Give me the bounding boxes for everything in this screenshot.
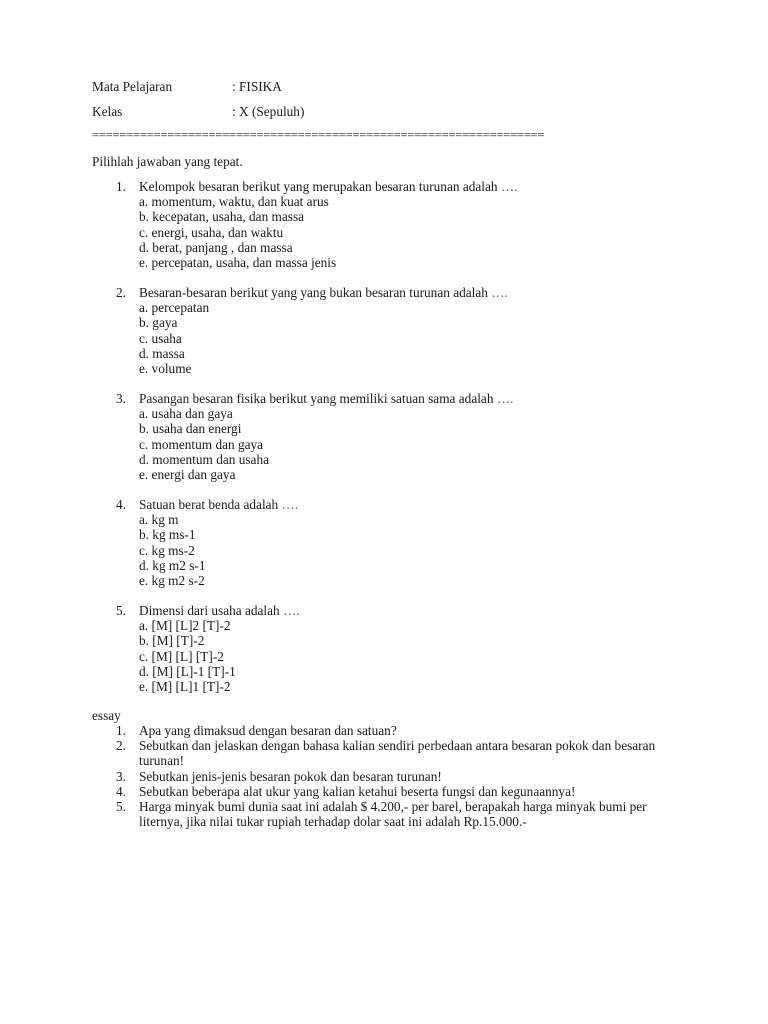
- essay-item: [116, 738, 686, 768]
- option-c: c. energi, usaha, dan waktu: [139, 224, 284, 240]
- subject-value: : FISIKA: [232, 79, 282, 94]
- option-a: a. momentum, waktu, dan kuat arus: [139, 194, 329, 210]
- option-c: c. usaha: [139, 330, 182, 346]
- essay-text: Sebutkan jenis-jenis besaran pokok dan besaran turunan!: [139, 768, 442, 784]
- option-c: c. [M] [L] [T]-2: [139, 648, 224, 664]
- essay-item: [116, 723, 686, 738]
- question-text: Dimensi dari usaha adalah: [139, 603, 280, 618]
- essay-item: [116, 799, 686, 829]
- option-b: b. kecepatan, usaha, dan massa: [139, 209, 305, 225]
- option-a: a. [M] [L]2 [T]-2: [139, 618, 231, 634]
- option-d: d. berat, panjang , dan massa: [139, 239, 293, 255]
- essay-text: Sebutkan beberapa alat ukur yang kalian ketahui beserta fungsi dan kegunaannya!: [139, 783, 576, 799]
- question-dots: ….: [491, 285, 508, 300]
- question-text: Pasangan besaran fisika berikut yang memiliki satuan sama adalah: [139, 391, 494, 406]
- option-e: e. kg m2 s-2: [139, 573, 205, 589]
- option-a: a. percepatan: [139, 300, 210, 316]
- question-dots: ….: [500, 179, 518, 194]
- question-stem: [116, 179, 716, 194]
- essay-text: Harga minyak bumi dunia saat ini adalah $ 4.200,- per barel, berapakah harga minyak bumi per liternya, jika nilai tukar rupiah terhadap dolar saat ini adalah Rp.15.000.-: [139, 799, 647, 830]
- essay-number: 2.: [116, 738, 126, 754]
- option-c: c. kg ms-2: [139, 542, 195, 558]
- separator-line: ==================================================================: [92, 128, 545, 142]
- question-text: Besaran-besaran berikut yang yang bukan besaran turunan adalah: [139, 285, 488, 300]
- option-d: d. momentum dan usaha: [139, 451, 269, 467]
- essay-text: Sebutkan dan jelaskan dengan bahasa kalian sendiri perbedaan antara besaran pokok dan besaran turunan!: [139, 738, 656, 769]
- essay-number: 3.: [116, 768, 126, 784]
- class-label: Kelas: [92, 104, 123, 119]
- question-3: [116, 391, 716, 482]
- class-value: : X (Sepuluh): [232, 104, 305, 119]
- question-stem: [116, 603, 716, 618]
- question-1: [116, 179, 716, 270]
- essay-item: [116, 784, 686, 799]
- subject-label: Mata Pelajaran: [92, 79, 173, 94]
- essay-number: 4.: [116, 783, 126, 799]
- question-5: [116, 603, 716, 694]
- option-d: d. kg m2 s-1: [139, 557, 206, 573]
- essay-text: Apa yang dimaksud dengan besaran dan satuan?: [139, 723, 397, 738]
- option-a: a. usaha dan gaya: [139, 406, 233, 422]
- option-e: e. [M] [L]1 [T]-2: [139, 679, 231, 695]
- question-number: 2.: [116, 285, 126, 300]
- essay-heading: essay: [92, 708, 121, 723]
- question-text: Kelompok besaran berikut yang merupakan besaran turunan adalah: [139, 179, 498, 194]
- instruction-text: Pilihlah jawaban yang tepat.: [92, 154, 243, 169]
- question-dots: ….: [283, 603, 300, 618]
- question-dots: ….: [281, 497, 299, 512]
- option-e: e. energi dan gaya: [139, 467, 236, 483]
- option-b: b. usaha dan energi: [139, 421, 242, 437]
- question-stem: [116, 285, 716, 300]
- option-b: b. [M] [T]-2: [139, 633, 205, 649]
- option-a: a. kg m: [139, 512, 179, 528]
- option-e: e. volume: [139, 361, 192, 377]
- question-dots: ….: [496, 391, 514, 406]
- option-b: b. kg ms-1: [139, 527, 196, 543]
- essay-number: 1.: [116, 723, 126, 738]
- essay-number: 5.: [116, 799, 126, 815]
- question-stem: [116, 391, 716, 406]
- question-text: Satuan berat benda adalah: [139, 497, 279, 512]
- essay-list: [116, 723, 686, 829]
- option-d: d. massa: [139, 345, 185, 361]
- question-number: 4.: [116, 497, 126, 512]
- question-stem: [116, 497, 716, 512]
- option-d: d. [M] [L]-1 [T]-1: [139, 663, 236, 679]
- option-e: e. percepatan, usaha, dan massa jenis: [139, 255, 337, 271]
- question-number: 1.: [116, 179, 126, 194]
- question-4: [116, 497, 716, 588]
- option-b: b. gaya: [139, 315, 178, 331]
- question-number: 3.: [116, 391, 126, 406]
- question-number: 5.: [116, 603, 126, 618]
- option-c: c. momentum dan gaya: [139, 436, 264, 452]
- question-2: [116, 285, 716, 376]
- essay-item: [116, 769, 686, 784]
